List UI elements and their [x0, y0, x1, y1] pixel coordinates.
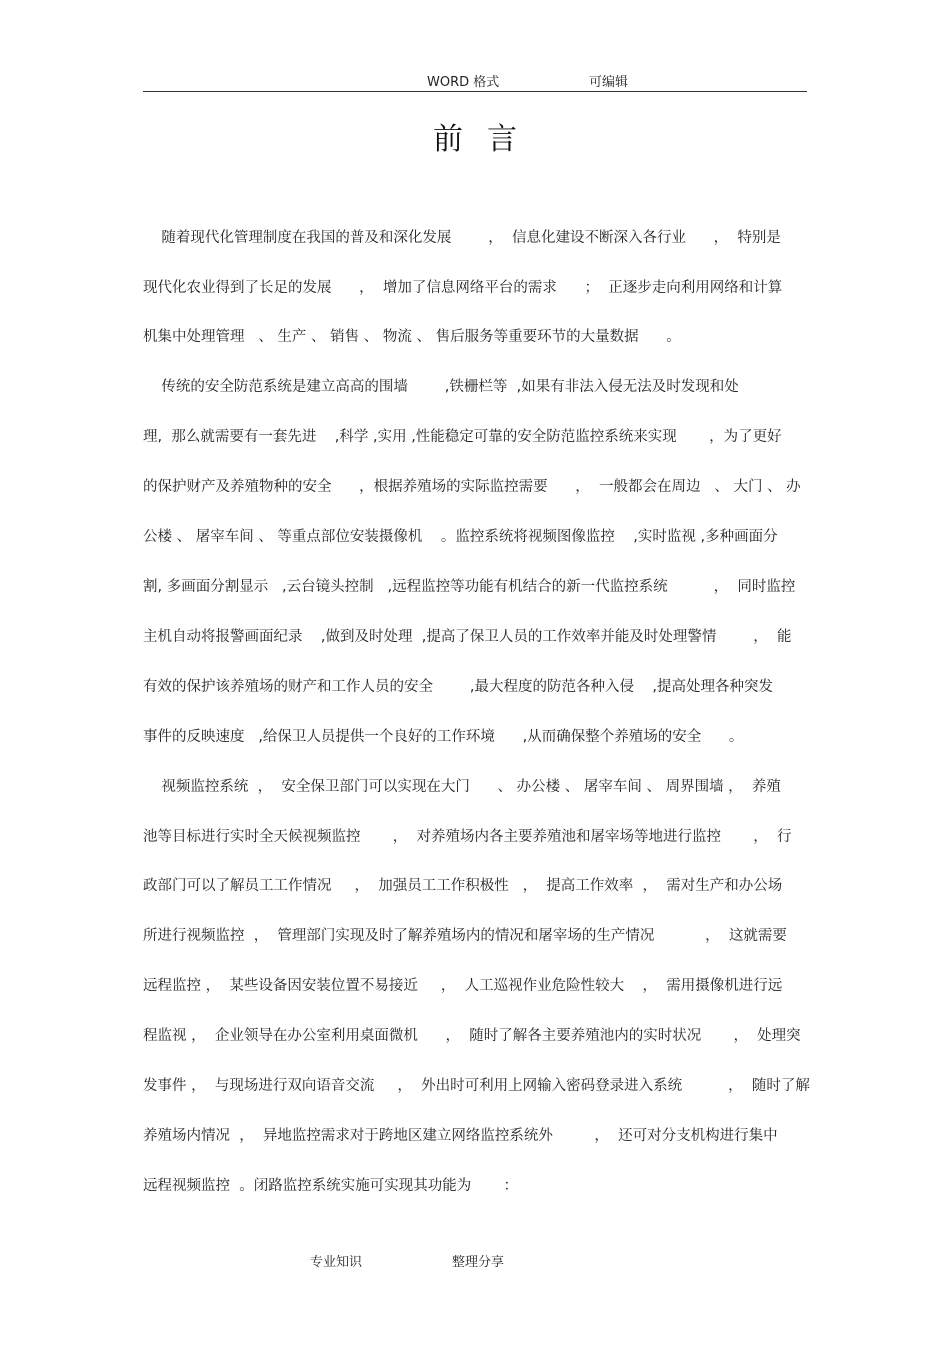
text-line: 随着现代化管理制度在我国的普及和深化发展 ， 信息化建设不断深入各行业 ， 特别是 [143, 230, 781, 246]
text-line: 视频监控系统 ， 安全保卫部门可以实现在大门 、 办公楼 、 屠宰车间 、 周界围墙 ， 养殖 [143, 779, 781, 795]
text-line: 有效的保护该养殖场的财产和工作人员的安全 ,最大程度的防范各种入侵 ,提高处理各种突发 [143, 679, 774, 695]
header-divider [143, 91, 807, 92]
text-line: 公楼 、 屠宰车间 、 等重点部位安装摄像机 。监控系统将视频图像监控 ,实时监视 ,多种画面分 [143, 529, 778, 545]
text-line: 养殖场内情况 ， 异地监控需求对于跨地区建立网络监控系统外 ， 还可对分支机构进行集中 [143, 1128, 778, 1144]
text-line: 传统的安全防范系统是建立高高的围墙 ,铁栅栏等 ,如果有非法入侵无法及时发现和处 [143, 379, 739, 395]
text-line: 所进行视频监控 ， 管理部门实现及时了解养殖场内的情况和屠宰场的生产情况 ， 这就需要 [143, 928, 787, 944]
footer-left-label: 专业知识 [310, 1255, 363, 1270]
header-editable-label: 可编辑 [589, 75, 629, 90]
text-line: 发事件 ， 与现场进行双向语音交流 ， 外出时可利用上网输入密码登录进入系统 ， 随时了解 [143, 1078, 810, 1094]
text-line: 割, 多画面分割显示 ,云台镜头控制 ,远程监控等功能有机结合的新一代监控系统 ， 同时监控 [143, 579, 796, 595]
page-title: 前言 [433, 122, 541, 157]
text-line: 远程监控 ， 某些设备因安装位置不易接近 ， 人工巡视作业危险性较大 ， 需用摄像机进行远 [143, 978, 783, 994]
text-line: 理, 那么就需要有一套先进 ,科学 ,实用 ,性能稳定可靠的安全防范监控系统来实现 ，为了更好 [143, 429, 782, 445]
text-line: 机集中处理管理 、 生产 、 销售 、 物流 、 售后服务等重要环节的大量数据 。 [143, 329, 681, 345]
text-line: 程监视 ， 企业领导在办公室利用桌面微机 ， 随时了解各主要养殖池内的实时状况 ， 处理突 [143, 1028, 801, 1044]
text-line: 事件的反映速度 ,给保卫人员提供一个良好的工作环境 ,从而确保整个养殖场的安全 。 [143, 729, 744, 745]
text-line: 池等目标进行实时全天候视频监控 ， 对养殖场内各主要养殖池和屠宰场等地进行监控 ， 行 [143, 829, 792, 845]
header-format-label: WORD 格式 [427, 75, 500, 90]
text-line: 主机自动将报警画面纪录 ,做到及时处理 ,提高了保卫人员的工作效率并能及时处理警情 ， 能 [143, 629, 792, 645]
text-line: 现代化农业得到了长足的发展 ， 增加了信息网络平台的需求 ； 正逐步走向利用网络和计算 [143, 280, 783, 296]
text-line: 的保护财产及养殖物种的安全 ，根据养殖场的实际监控需要 ， 一般都会在周边 、 大门 、 办 [143, 479, 801, 495]
text-line: 远程视频监控 。闭路监控系统实施可实现其功能为 ： [143, 1178, 518, 1194]
text-line: 政部门可以了解员工工作情况 ， 加强员工工作积极性 ， 提高工作效率 ， 需对生产和办公场 [143, 878, 783, 894]
footer-right-label: 整理分享 [452, 1255, 505, 1270]
